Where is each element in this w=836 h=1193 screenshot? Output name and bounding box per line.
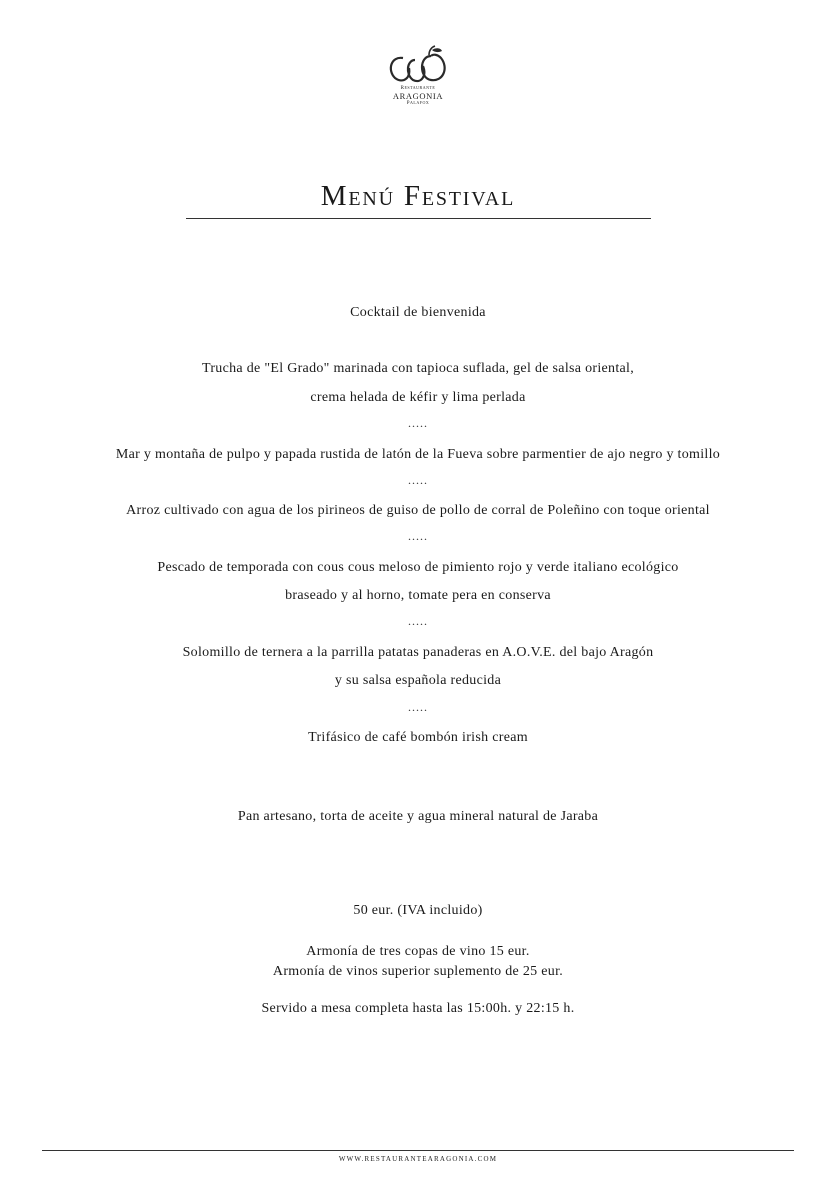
welcome-cocktail: Cocktail de bienvenida [350,305,486,320]
separator: ..... [408,614,428,628]
logo-circles-icon [385,44,451,86]
footer-website-link[interactable]: WWW.RESTAURANTEARAGONIA.COM [338,1155,498,1163]
title-divider [186,218,651,219]
menu-item-5-line-2: y su salsa española reducida [334,673,502,688]
logo-name: ARAGONIA [392,91,444,101]
separator: ..... [408,473,428,487]
restaurant-logo [380,44,456,112]
separator: ..... [408,529,428,543]
menu-item-3: Arroz cultivado con agua de los pirineos de guiso de pollo de corral de Poleñino con toque oriental [126,503,710,518]
footer-divider [42,1150,794,1151]
page-title: Menú Festival [320,180,516,212]
menu-item-6: Trifásico de café bombón irish cream [308,730,528,745]
menu-item-1-line-2: crema helada de kéfir y lima perlada [310,390,526,405]
separator: ..... [408,416,428,430]
menu-price: 50 eur. (IVA incluido) [353,903,483,918]
logo-line-bottom: Palafox [406,101,430,106]
wine-pairing-1: Armonía de tres copas de vino 15 eur. [306,944,530,959]
separator: ..... [408,700,428,714]
menu-item-1-line-1: Trucha de "El Grado" marinada con tapioca suflada, gel de salsa oriental, [201,361,635,376]
menu-item-2: Mar y montaña de pulpo y papada rustida de latón de la Fueva sobre parmentier de ajo negro y tomillo [115,447,721,462]
menu-item-5-line-1: Solomillo de ternera a la parrilla patatas panaderas en A.O.V.E. del bajo Aragón [182,645,654,660]
service-hours: Servido a mesa completa hasta las 15:00h. y 22:15 h. [261,1001,575,1016]
menu-item-4-line-1: Pescado de temporada con cous cous meloso de pimiento rojo y verde italiano ecológico [157,560,679,575]
logo-line-top: Restaurante [400,86,436,91]
bread-and-water: Pan artesano, torta de aceite y agua mineral natural de Jaraba [237,809,599,824]
wine-pairing-2: Armonía de vinos superior suplemento de 25 eur. [272,964,564,979]
menu-item-4-line-2: braseado y al horno, tomate pera en conserva [285,588,551,603]
